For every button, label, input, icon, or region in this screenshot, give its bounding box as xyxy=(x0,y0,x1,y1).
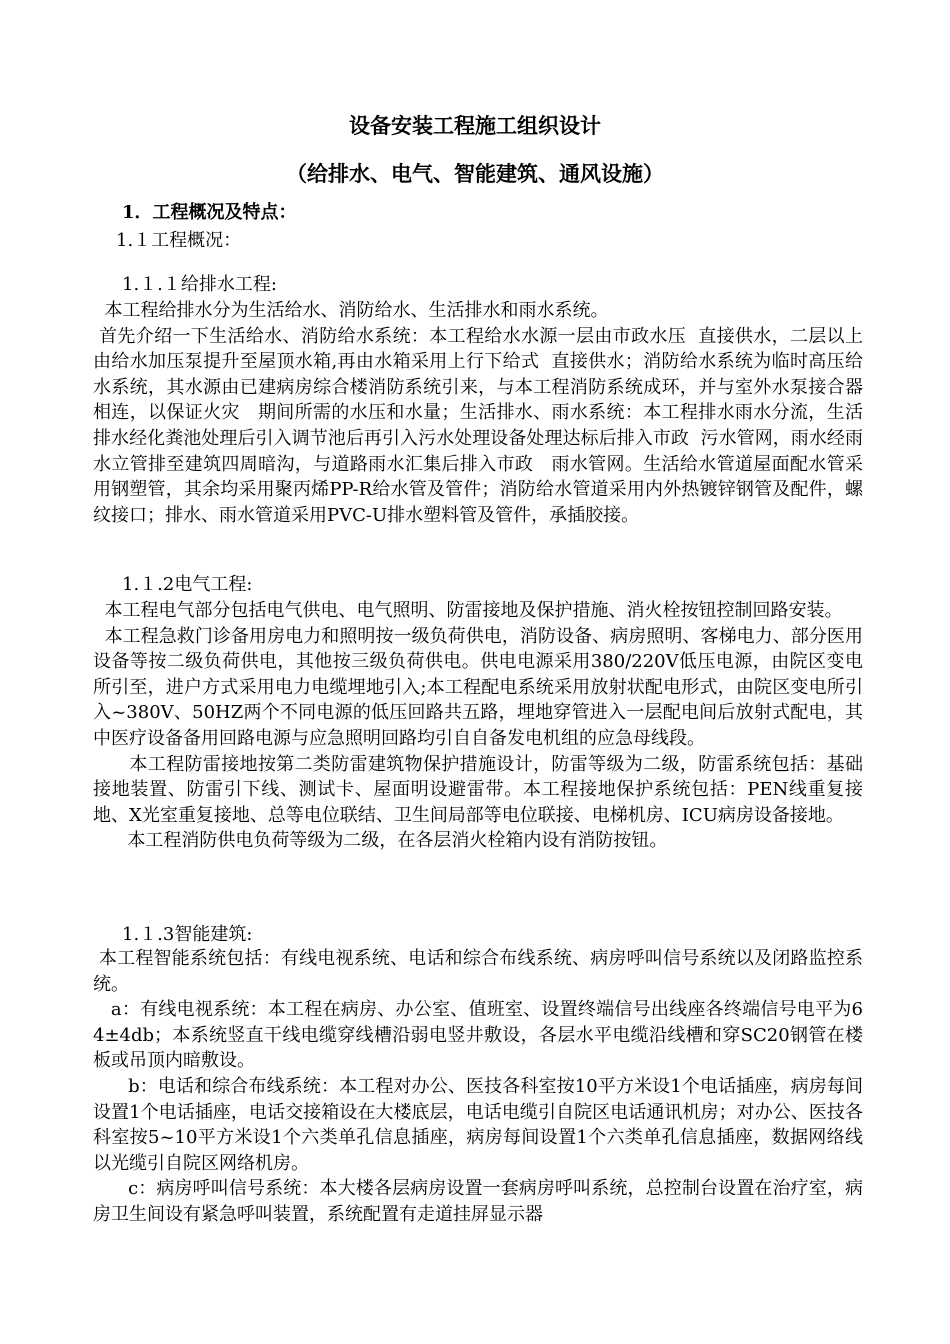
paragraph: c：病房呼叫信号系统：本大楼各层病房设置一套病房呼叫系统，总控制台设置在治疗室，病房卫生间设有紧急呼叫装置，系统配置有走道挂屏显示器 xyxy=(93,1178,863,1225)
paragraph: 本工程智能系统包括：有线电视系统、电话和综合布线系统、病房呼叫信号系统以及闭路监控系统。 xyxy=(93,948,863,995)
paragraph: 首先介绍一下生活给水、消防给水系统：本工程给水水源一层由市政水压 直接供水，二层以上由给水加压泵提升至屋顶水箱,再由水箱采用上行下给式 直接供水；消防给水系统为临时高压给水系统，其水源由已建病房综合楼消防系统引来，与本工程消防系统成环，并与室外水泵接合器相连，以保证火灾 期间所需的水压和水量；生活排水、雨水系统：本工程排水雨水分流，生活 排水经化粪池处理后引入调节池后再引入污水处理设备处理达标后排入市政 污水管网，雨水经雨水立管排至建筑四周暗沟，与道路雨水汇集后排入市政 雨水管网。生活给水管道屋面配水管采用钢塑管，其余均采用聚丙烯PP-R给水管及管件；消防给水管道采用内外热镀锌钢管及配件，螺纹接口；排水、雨水管道采用PVC-U排水塑料管及管件，承插胶接。 xyxy=(93,325,886,526)
paragraph: 本工程防雷接地按第二类防雷建筑物保护措施设计，防雷等级为二级，防雷系统包括：基础接地装置、防雷引下线、测试卡、屋面明设避雷带。本工程接地保护系统包括：PEN线重复接地、X光室重复接地、总等电位联结、卫生间局部等电位联接、电梯机房、ICU病房设备接地。 xyxy=(93,753,863,826)
section-heading-1-1-3: 1.１.3智能建筑: xyxy=(122,924,253,945)
paragraph: b：电话和综合布线系统：本工程对办公、医技各科室按10平方米设1个电话插座，病房每间设置1个电话插座，电话交接箱设在大楼底层，电话电缆引自院区电话通讯机房；对办公、医技各科室按5~10平方米设1个六类单孔信息插座，病房每间设置1个六类单孔信息插座，数据网络线以光缆引自院区网络机房。 xyxy=(93,1075,863,1174)
section-heading-1-1-2: 1.１.2电气工程: xyxy=(122,574,253,595)
water-supply-section xyxy=(93,298,886,528)
section-heading-1-1-1: 1.１.１给排水工程: xyxy=(122,274,277,295)
section-heading-1-1: 1.１工程概况： xyxy=(116,230,242,251)
paragraph: 本工程给排水分为生活给水、消防给水、生活排水和雨水系统。 xyxy=(93,300,609,321)
document-subtitle: （给排水、电气、智能建筑、通风设施） xyxy=(286,161,664,186)
paragraph: 本工程消防供电负荷等级为二级，在各层消火栓箱内设有消防按钮。 xyxy=(93,830,668,852)
paragraph: 本工程电气部分包括电气供电、电气照明、防雷接地及保护措施、消火栓按钮控制回路安装。 xyxy=(93,600,843,621)
document-title: 设备安装工程施工组织设计 xyxy=(349,113,601,138)
paragraph: 本工程急救门诊备用房电力和照明按一级负荷供电，消防设备、病房照明、客梯电力、部分医用设备等按二级负荷供电，其他按三级负荷供电。供电电源采用380/220V低压电源，由院区变电所引至，进户方式采用电力电缆埋地引入;本工程配电系统采用放射状配电形式，由院区变电所引入~380V、50HZ两个不同电源的低压回路共五路，埋地穿管进入一层配电间后放射式配电，其中医疗设备备用回路电源与应急照明回路均引自自备发电机组的应急母线段。 xyxy=(93,625,863,749)
section-heading-1: 1．工程概况及特点： xyxy=(122,202,297,223)
intelligent-building-section xyxy=(93,946,863,1228)
paragraph: a：有线电视系统：本工程在病房、办公室、值班室、设置终端信号出线座各终端信号电平为64±4db；本系统竖直干线电缆穿线槽沿弱电竖井敷设，各层水平电缆沿线槽和穿SC20钢管在楼板或吊顶内暗敷设。 xyxy=(93,999,863,1072)
electrical-section xyxy=(93,598,863,854)
